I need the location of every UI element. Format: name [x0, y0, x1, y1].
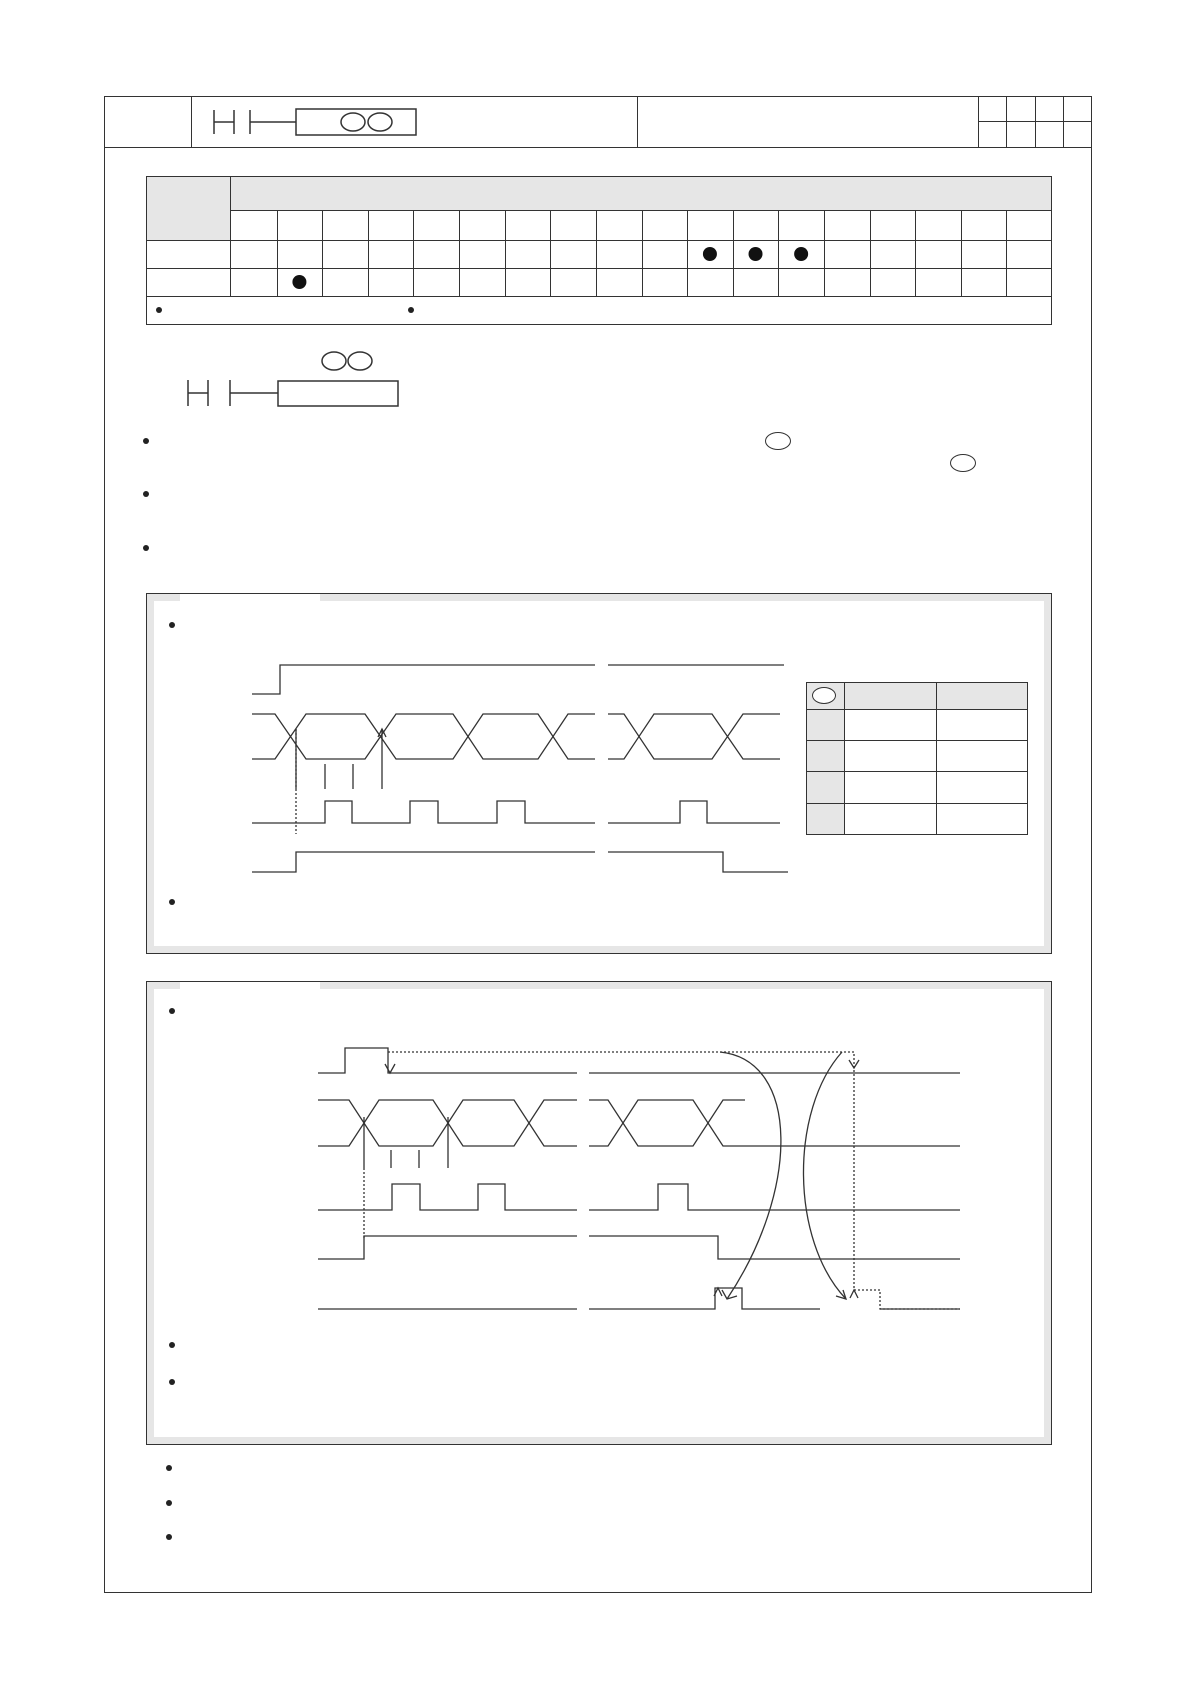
footer-bullet-3	[166, 1534, 172, 1540]
footer-bullet-2	[166, 1500, 172, 1506]
footer-bullet-1	[166, 1465, 172, 1471]
